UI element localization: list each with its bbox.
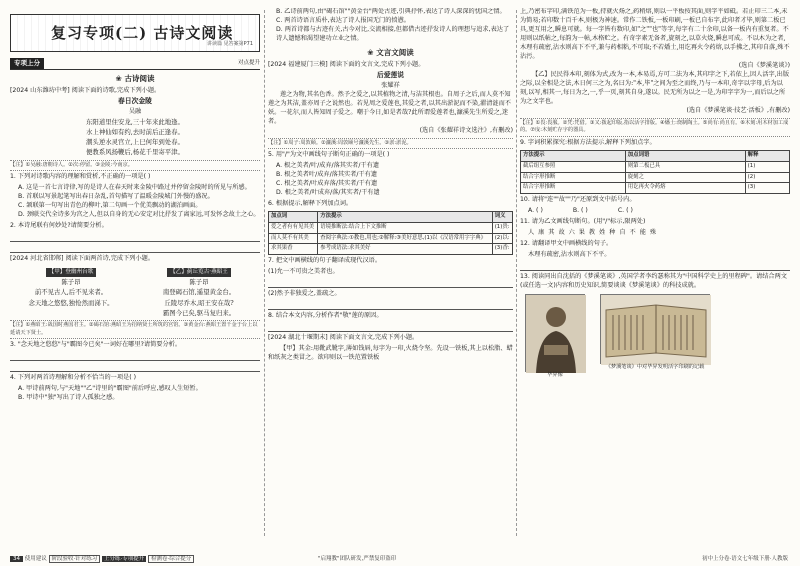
option: C. 颔联第一句写出青色的柳叶,第二句画一个优美飘动的湖泊画面。 — [18, 202, 202, 210]
answer-line[interactable] — [10, 352, 260, 361]
option: C. 根之美者/叶成弃落/其实者/干有遗 — [276, 180, 378, 188]
passage-text: 【甲】其金:用靴武靴字,薄如钱唇,每字为一印,火烧令坚。先设一铁板,其上以松脂、蜡和纸灰之类冒之。欲印则以一铁范置铁板 — [268, 345, 513, 362]
sentence-to-punctuate: 人 康 其 故 六 果 教 姓 种 自 不 能 殊 — [528, 229, 658, 237]
table-header: 加点词语 — [625, 150, 745, 161]
passage-note: 【注】①周子:周敦颐。②濂溪:周敦颐号濂溪先生。③淤:淤泥。 — [268, 138, 513, 150]
option: D. 颈联交代全诗多为宫之人,但以自身的无心安定对比抒发了离家远,可发怀念故土之心。 — [18, 211, 260, 219]
column-divider — [516, 10, 517, 536]
passage-cite: (选自《张耀祥诗文选注》,有删改) — [419, 126, 513, 134]
table-row: 爱之者有有见其美 语境推断法:结合上下文推断 (1)贵: — [269, 222, 513, 233]
poem-line: 南登碣石馆,遥望黄金台。 — [162, 288, 236, 297]
subsection-title: ❀ 古诗阅读 — [115, 74, 155, 83]
option[interactable]: C. ( ) — [617, 207, 633, 215]
flower-icon: ❀ — [367, 47, 377, 57]
flower-icon: ❀ — [115, 74, 125, 83]
poem-body — [10, 117, 260, 158]
subsection-title: ❀ 文言文阅读 — [367, 47, 414, 57]
answer-line[interactable] — [268, 279, 513, 288]
passage-note: 【注】①畏:畏服。②凭:凭借。③又:拨起印版,指以活字排版。④燔土:烧制陶土。⑤尚有:尚且有。⑥木刻:用木材加工成的。⑦庋:木刻贮存字的器具。 — [520, 118, 790, 137]
passage-text: 【乙】民民得本印,刻体为式,改为一本,本易焉,方可二法为本,其印字之下,若依上,因人活字,出版之际,以全相是之法,木日何三之为,名曰为:"本,毕"之间为至之而终,乃与一本印,奇字以字母,后为以刻,以写,相其一,每日为之,一,乎一页,刻其自身,遂以。民无所为以之一是,为印字字为一,而后以之所为之文字也。 — [520, 70, 790, 105]
table-row: 求其果香 参考成语法:求其美好 (3)香: — [269, 244, 513, 255]
question-8: 8. 结合本文内容,分析作者"敬"莲的原因。 — [268, 312, 383, 320]
poem-line: 霸图今已矣,驱马复归来。 — [162, 308, 236, 317]
q10-options — [520, 207, 790, 216]
option: A. 根之美者/叶/成弃/落其实者/干有遗 — [276, 162, 380, 170]
poem-author: 陈子昂 — [61, 278, 81, 287]
figure-caption: 《梦溪笔谈》中对毕昇发明活字印刷的记载 — [605, 364, 705, 371]
section-bar — [10, 58, 260, 70]
question-9: 9. 字词积累探究:根据方法提示,解释下列加点字。 — [520, 138, 656, 146]
passage-cite: (选自《梦溪笔谈·技艺·活板》,有删改) — [686, 106, 790, 114]
page-number: 34 — [10, 556, 23, 562]
book-image — [600, 294, 710, 364]
passage-text: 上,乃密布字印,满铁范为一板,持就火炀之,药稍熔,则以一平板按其面,则字平如砥。若止印三二本,未为简易;若印数十百千本,则极为神速。常作二铁板,一板印刷,一板已自布字,此印者才毕,则第二板已具,更互用之,瞬息可就。每一字皆有数印,如"之""也"等字,每字有二十余印,以备一板内有重复者。不用则以纸帖之,每韵为一帖,木格贮之。有奇字素无备者,旋刻之,以草火烧,瞬息可成。不以木为之者,木理有疏密,沾水则高下不平,兼与药相粘,不可取;不若燔土,用讫再火令药熔,以手拂之,其印自落,殊不沾污。 — [520, 8, 790, 60]
figure — [520, 294, 590, 380]
table-header: 方法提示 — [521, 150, 626, 161]
question-3: 3. "念天地之悠悠"与"霸图今已矣"一词好在哪里?请简要分析。 — [10, 341, 182, 349]
passage-text: 莲之为物,其名色香。然予之爱之,以其植物之清,与洁其根也。自周子之后,而人莫不知莲之为其洁,盖亦周子之说然也。若见周之爱莲也,其爱之者,以其出淤泥而不染,濯清涟而不妖。一花尔,而人皆知周子爱之。嘲于今日,如是者哉?此所谓爱莲者也,濂溪先生所爱之,迷者。 — [268, 90, 511, 125]
footer-tag: 阶段验收·针对练习 — [49, 555, 101, 563]
table-header: 加点词 — [269, 211, 318, 222]
poem-line: 念天地之悠悠,独怆然而涕下。 — [28, 298, 114, 307]
side-note: 讲读篇 见答案第P71 — [207, 40, 253, 47]
answer-line[interactable] — [10, 233, 260, 242]
option: A. 这是一首七言诗律,写的是诗人在春天时来金陵中路过并停留金陵时的所见与所感。 — [18, 184, 251, 192]
q7-item: (2)然予非独爱之,盖疏之。 — [268, 290, 341, 298]
poem-pair — [10, 266, 260, 318]
table-row: 而人莫不有其美 查阅字典法:①教也,用也;②解释:③美好意思,(1)以《汉语常用字字典》 (2)以: — [269, 233, 513, 244]
poem-line: 丘陵尽乔木,昭王安在哉? — [164, 298, 234, 307]
question-12: 12. 请翻译甲文中画横线的句子。 — [520, 240, 613, 248]
question-2: 2. 本诗尾联有何妙处?请简要分析。 — [10, 222, 108, 230]
table-row: 结合字形推断 旋刻之 (2) — [521, 172, 790, 183]
option: A. 甲诗前两句,与"天地""乙"诗里的"霸图"前后呼应,感叹人生短暂。 — [18, 385, 202, 393]
section-right: 对点提升 — [237, 59, 260, 66]
vocab-table — [520, 150, 790, 194]
poem-line: 水上神仙如有约,去时前后正逢春。 — [86, 127, 184, 136]
footer-right: 初中上分卷·语文七年级下册·人教版 — [702, 556, 788, 562]
poem-author: 陈子昂 — [189, 278, 209, 287]
option: B. 首联以写景起笔写出春日杂乱,首句描写了温暖金陵城门外慢的盛况。 — [18, 193, 214, 201]
passage-title: 后爱莲说 — [376, 70, 405, 79]
table-row: 截后组互参照 则第二板已具 (1) — [521, 161, 790, 172]
answer-line[interactable] — [520, 262, 790, 271]
question-7: 7. 把文中画横线的句子翻译成现代汉语。 — [268, 257, 382, 265]
question-11: 11. 请为乙文画线句断句。(用"/"标示,限两处) — [520, 218, 646, 226]
column-right — [520, 8, 790, 556]
answer-line[interactable] — [10, 244, 260, 253]
poem-a — [10, 266, 132, 318]
table-header: 词义 — [492, 211, 512, 222]
poem-line: 潮头逆水灵官立,上巳何年到处春。 — [86, 138, 184, 147]
poem-line: 东阳道里住安龙,三十年来此地逢。 — [86, 117, 184, 126]
portrait-image — [525, 294, 585, 372]
poem-author: 吴融 — [128, 107, 142, 115]
answer-line[interactable] — [268, 301, 513, 310]
poem-b — [138, 266, 260, 318]
question-6: 6. 根据提示,解释下列加点词。 — [268, 200, 353, 207]
option[interactable]: A. ( ) — [528, 207, 543, 215]
bi-sheng-portrait — [526, 295, 586, 373]
footer-middle: "启翔教"团队研发,严禁复印盗印 — [318, 556, 397, 562]
question-4: 4. 下列对两首诗理解和分析不恰当的一项是( ) — [10, 374, 137, 382]
question-5: 5. 用"/"为文中画线句子断句正确的一项是( ) — [268, 151, 390, 159]
table-header: 解释 — [745, 150, 789, 161]
passage-source: [2024 湖北十堰期末] 阅读下面文言文,完成下列小题。 — [268, 334, 419, 342]
question-10: 10. 请将"连""故""乃"还原到文中括号内。 — [520, 196, 636, 204]
table-row: 结合字形推断 用讫再火令药熔 (3) — [521, 183, 790, 194]
poem-line: 前不见古人,后不见来者。 — [34, 288, 108, 297]
question-13: 13. 阅读同出自沈括的《梦溪笔谈》,英国学者李约瑟称其为"中国科学史上的里程碑"。请结合两文(或任选一文)内容和历史知识,简要谈谈《梦溪笔谈》的科技成就。 — [520, 273, 787, 290]
passage-source: [2024 河北省邯郸] 阅读下面两首诗,完成下列小题。 — [10, 255, 155, 263]
passage-cite: (选自《梦溪笔谈》) — [738, 61, 790, 69]
section-label: 专项上分 — [10, 58, 44, 69]
option: D. 根之美者/叶成弃/落/其实者/干有遗 — [276, 189, 380, 197]
footer-left — [10, 554, 194, 562]
poem-note: 【注】①燕昭王:战国时燕国君主。②碣石馆:燕昭王为招纳贤士所筑的宫馆。③黄金台:燕昭王置千金于台上以延请天下贤士。 — [10, 320, 260, 339]
poem-a-title: 【甲】登幽州台歌 — [46, 268, 97, 277]
footer-tag: 上分练·专项提升 — [104, 556, 145, 562]
question-1: 1. 下列对诗歌内容的理解和赏析,不正确的一项是( ) — [10, 173, 151, 181]
footer-tag: 检测卷·综合提分 — [148, 555, 194, 563]
table-header: 方法提示 — [318, 211, 493, 222]
poem-note: 【注】①吴融:唐朝诗人。②次:停留。③金陵:今南京。 — [10, 160, 260, 172]
poem-b-title: 【乙】蓟丘览古·燕昭王 — [167, 268, 231, 277]
column-left — [10, 8, 260, 556]
figure — [600, 294, 710, 372]
page-title: 复习专项(二) 古诗文阅读 — [51, 24, 234, 42]
column-middle — [268, 8, 513, 556]
poem-title: 春日次金陵 — [118, 96, 152, 105]
option: D. 两首诗都与古迹有关,古今对比,交流相接,但都借古迹抒发诗人的理想与追求,表达了诗人遗憾和渴望建功立业之情。 — [276, 25, 510, 42]
answer-line[interactable] — [268, 323, 513, 332]
vocab-table — [268, 211, 513, 255]
figure-caption: 毕昇像 — [547, 372, 563, 379]
option[interactable]: B. ( ) — [572, 207, 588, 215]
column-divider — [264, 10, 265, 536]
title-banner — [10, 14, 260, 52]
q7-item: (1)允一不可贵之美者也。 — [268, 268, 339, 276]
figures — [520, 294, 790, 380]
sentence-to-translate: 木理有疏密,沾水则高下不平。 — [528, 251, 611, 259]
option: C. 两首诗语言质朴,表达了诗人报国无门的愤懑。 — [276, 16, 410, 24]
poem-line: 便教系风扬鞭后,杨花千里寄平津。 — [86, 148, 184, 157]
footer-tag: 使用建议 — [24, 556, 47, 562]
option: B. 根之美者叶/成弃/落其实者/干有遗 — [276, 171, 378, 179]
answer-line[interactable] — [10, 363, 260, 372]
option: B. 甲诗中"独"写出了诗人孤独之感。 — [18, 394, 119, 402]
option: B. 乙诗前两句,由"碣石馆""黄金台"两处古迹,引典抒怀,表达了诗人深深的忧国之情。 — [276, 8, 506, 15]
passage-author: 张耀祥 — [381, 81, 400, 89]
passage-source: [2024 福建厦门三模] 阅读下面的文言文,完成下列小题。 — [268, 60, 425, 68]
book-illustration — [601, 295, 711, 365]
passage-source: [2024 山东潍坊中考] 阅读下面的诗歌,完成下列小题。 — [10, 86, 161, 94]
